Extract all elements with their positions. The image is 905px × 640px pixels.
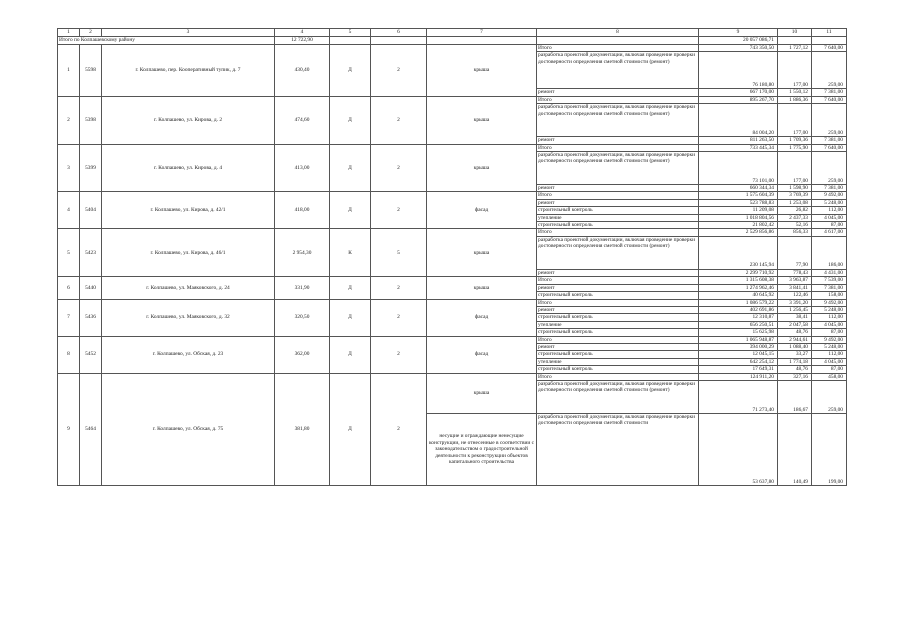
cost-per-m2: 3 769,39 (778, 192, 812, 199)
cost-total: 733 445,34 (699, 144, 778, 151)
work-type: ремонт (537, 269, 699, 276)
wall-material: Д (330, 373, 371, 485)
table-row (58, 45, 847, 52)
work-type: Итого (537, 144, 699, 151)
cost-total: 2 529 856,86 (699, 229, 778, 236)
empty-cell (537, 37, 699, 45)
house-address: г. Колпашево, ул. Кирова, д. 2 (102, 96, 275, 144)
work-type: утепление (537, 321, 699, 328)
cost-per-m2: 122,46 (778, 292, 812, 299)
house-number: 3 (58, 144, 80, 192)
cost-limit: 4 045,00 (812, 214, 847, 221)
wall-material: Д (330, 336, 371, 373)
repair-register-table (57, 28, 847, 486)
cost-per-m2: 140,49 (778, 413, 812, 485)
house-address: г. Колпашево, ул. Маяковского, д. 32 (102, 299, 275, 336)
cost-limit: 259,00 (812, 380, 847, 413)
floor-count: 2 (371, 144, 427, 192)
cost-total: 402 691,86 (699, 306, 778, 313)
work-type: строительный контроль (537, 329, 699, 336)
cost-total: 743 350,50 (699, 45, 778, 52)
empty-cell (778, 37, 812, 45)
house-address: г. Колпашево, пер. Кооперативный тупик, д. 7 (102, 45, 275, 97)
house-id: 5452 (80, 336, 102, 373)
table-row (58, 336, 847, 343)
cost-limit: 4 617,00 (812, 229, 847, 236)
house-number: 2 (58, 96, 80, 144)
table-row (58, 96, 847, 103)
cost-total: 12 310,87 (699, 314, 778, 321)
house-address: г. Колпашево, ул. Кирова, д. 46/1 (102, 229, 275, 277)
house-address: г. Колпашево, ул. Кирова, д. 4 (102, 144, 275, 192)
cost-limit: 7 640,00 (812, 96, 847, 103)
cost-limit: 9 492,00 (812, 299, 847, 306)
work-type: Итого (537, 45, 699, 52)
table-row (58, 192, 847, 199)
wall-material: Д (330, 96, 371, 144)
cost-per-m2: 778,43 (778, 269, 812, 276)
cost-limit: 4 045,00 (812, 358, 847, 365)
cost-per-m2: 856,33 (778, 229, 812, 236)
col-number: 6 (371, 29, 427, 37)
cost-per-m2: 177,00 (778, 104, 812, 137)
house-id: 5423 (80, 229, 102, 277)
cost-per-m2: 38,41 (778, 314, 812, 321)
house-address: г. Колпашево, ул. Обская, д. 75 (102, 373, 275, 485)
col-number: 1 (58, 29, 80, 37)
col-number: 11 (812, 29, 847, 37)
floor-count: 2 (371, 45, 427, 97)
cost-per-m2: 2 944,61 (778, 336, 812, 343)
col-number: 7 (427, 29, 537, 37)
work-type: разработка проектной документации, включая проведение проверки достоверности определения сметной стоимости (ремонт) (537, 236, 699, 269)
house-area: 418,00 (275, 192, 330, 229)
table-row (58, 373, 847, 380)
house-area: 430,40 (275, 45, 330, 97)
column-number-row (58, 29, 847, 37)
empty-cell (812, 37, 847, 45)
work-type: ремонт (537, 343, 699, 350)
cost-per-m2: 177,00 (778, 152, 812, 185)
cost-total: 2 299 710,92 (699, 269, 778, 276)
cost-per-m2: 2 047,58 (778, 321, 812, 328)
work-type: разработка проектной документации, включая проведение проверки достоверности определения сметной стоимости (ремонт) (537, 104, 699, 137)
table-row (58, 277, 847, 284)
cost-total: 394 000,29 (699, 343, 778, 350)
col-number: 4 (275, 29, 330, 37)
col-number: 9 (699, 29, 778, 37)
cost-total: 71 273,40 (699, 380, 778, 413)
cost-per-m2: 327,16 (778, 373, 812, 380)
cost-total: 76 180,80 (699, 52, 778, 89)
cost-total: 21 802,42 (699, 222, 778, 229)
cost-per-m2: 1 598,90 (778, 185, 812, 192)
col-number: 10 (778, 29, 812, 37)
cost-total: 642 254,12 (699, 358, 778, 365)
cost-limit: 186,00 (812, 236, 847, 269)
table-row (58, 144, 847, 151)
cost-per-m2: 177,00 (778, 52, 812, 89)
house-id: 5399 (80, 144, 102, 192)
work-type: строительный контроль (537, 207, 699, 214)
empty-cell (427, 37, 537, 45)
cost-per-m2: 1 774,18 (778, 358, 812, 365)
work-type: строительный контроль (537, 366, 699, 373)
district-total-row (58, 37, 847, 45)
cost-per-m2: 26,82 (778, 207, 812, 214)
empty-cell (330, 37, 371, 45)
cost-per-m2: 1 709,36 (778, 137, 812, 144)
floor-count: 2 (371, 277, 427, 299)
work-type: Итого (537, 277, 699, 284)
cost-total: 124 911,20 (699, 373, 778, 380)
wall-material: Д (330, 277, 371, 299)
work-type: ремонт (537, 89, 699, 96)
house-number: 7 (58, 299, 80, 336)
cost-total: 523 788,83 (699, 199, 778, 206)
cost-limit: 259,00 (812, 152, 847, 185)
work-type: разработка проектной документации, включая проведение проверки достоверности определения сметной стоимости (537, 413, 699, 485)
work-type: Итого (537, 373, 699, 380)
cost-limit: 7 381,00 (812, 137, 847, 144)
house-address: г. Колпашево, ул. Обская, д. 23 (102, 336, 275, 373)
work-type: Итого (537, 96, 699, 103)
cost-total: 73 101,00 (699, 152, 778, 185)
cost-total: 12 045,15 (699, 351, 778, 358)
cost-total: 11 209,08 (699, 207, 778, 214)
structural-element: крыша (427, 277, 537, 299)
work-type: разработка проектной документации, включая проведение проверки достоверности определения сметной стоимости (ремонт) (537, 152, 699, 185)
house-area: 413,00 (275, 144, 330, 192)
cost-per-m2: 1 253,08 (778, 199, 812, 206)
structural-element: крыша (427, 96, 537, 144)
structural-element: фасад (427, 336, 537, 373)
house-number: 9 (58, 373, 80, 485)
cost-total: 1 575 604,39 (699, 192, 778, 199)
cost-total: 1 315 608,38 (699, 277, 778, 284)
cost-limit: 112,00 (812, 207, 847, 214)
wall-material: Д (330, 45, 371, 97)
cost-limit: 112,00 (812, 314, 847, 321)
empty-cell (371, 37, 427, 45)
house-area: 2 954,30 (275, 229, 330, 277)
house-address: г. Колпашево, ул. Маяковского, д. 24 (102, 277, 275, 299)
structural-element: фасад (427, 192, 537, 229)
col-number: 5 (330, 29, 371, 37)
cost-per-m2: 1 886,36 (778, 96, 812, 103)
cost-per-m2: 52,16 (778, 222, 812, 229)
floor-count: 2 (371, 96, 427, 144)
cost-per-m2: 1 775,90 (778, 144, 812, 151)
work-type: ремонт (537, 185, 699, 192)
cost-per-m2: 3 963,87 (778, 277, 812, 284)
cost-limit: 87,00 (812, 222, 847, 229)
cost-total: 667 170,00 (699, 89, 778, 96)
work-type: Итого (537, 336, 699, 343)
cost-total: 230 145,94 (699, 236, 778, 269)
col-number: 3 (102, 29, 275, 37)
cost-total: 895 267,70 (699, 96, 778, 103)
cost-limit: 4 431,00 (812, 269, 847, 276)
cost-limit: 4 045,00 (812, 321, 847, 328)
floor-count: 2 (371, 299, 427, 336)
work-type: строительный контроль (537, 314, 699, 321)
structural-element: крыша (427, 373, 537, 413)
district-total-sum: 20 057 086,71 (699, 37, 778, 45)
floor-count: 2 (371, 336, 427, 373)
work-type: Итого (537, 299, 699, 306)
house-area: 331,90 (275, 277, 330, 299)
house-area: 474,60 (275, 96, 330, 144)
structural-element: несущие и ограждающие ненесущие конструкции, не отнесенные в соответствии с законодательством о градостроительной деятельности к реконструкции объектов капитального строительства (427, 413, 537, 485)
structural-element: крыша (427, 144, 537, 192)
house-id: 5440 (80, 277, 102, 299)
cost-per-m2: 1 550,12 (778, 89, 812, 96)
cost-limit: 112,00 (812, 351, 847, 358)
house-number: 1 (58, 45, 80, 97)
cost-per-m2: 1 727,12 (778, 45, 812, 52)
work-type: Итого (537, 192, 699, 199)
cost-total: 40 645,92 (699, 292, 778, 299)
work-type: ремонт (537, 199, 699, 206)
cost-limit: 87,00 (812, 329, 847, 336)
cost-per-m2: 77,90 (778, 236, 812, 269)
cost-total: 17 649,31 (699, 366, 778, 373)
cost-total: 1 018 804,56 (699, 214, 778, 221)
cost-total: 1 086 579,22 (699, 299, 778, 306)
cost-total: 1 274 962,46 (699, 284, 778, 291)
work-type: строительный контроль (537, 351, 699, 358)
house-id: 5398 (80, 96, 102, 144)
structural-element: крыша (427, 229, 537, 277)
cost-limit: 7 381,00 (812, 89, 847, 96)
work-type: Итого (537, 229, 699, 236)
cost-limit: 259,00 (812, 52, 847, 89)
cost-total: 84 004,20 (699, 104, 778, 137)
cost-total: 1 065 948,87 (699, 336, 778, 343)
district-total-label: Итого по Колпашевскому району (58, 37, 275, 45)
cost-total: 53 637,80 (699, 413, 778, 485)
col-number: 2 (80, 29, 102, 37)
house-area: 362,00 (275, 336, 330, 373)
floor-count: 5 (371, 229, 427, 277)
cost-per-m2: 48,76 (778, 366, 812, 373)
cost-limit: 7 640,00 (812, 45, 847, 52)
cost-total: 811 263,50 (699, 137, 778, 144)
house-id: 5436 (80, 299, 102, 336)
house-number: 4 (58, 192, 80, 229)
cost-per-m2: 1 088,40 (778, 343, 812, 350)
house-id: 5598 (80, 45, 102, 97)
table-row (58, 299, 847, 306)
cost-total: 15 625,98 (699, 329, 778, 336)
cost-limit: 9 492,00 (812, 336, 847, 343)
wall-material: Д (330, 299, 371, 336)
cost-total: 656 250,51 (699, 321, 778, 328)
cost-per-m2: 48,76 (778, 329, 812, 336)
house-number: 6 (58, 277, 80, 299)
work-type: ремонт (537, 306, 699, 313)
work-type: утепление (537, 358, 699, 365)
structural-element: крыша (427, 45, 537, 97)
house-area: 320,50 (275, 299, 330, 336)
cost-limit: 259,00 (812, 104, 847, 137)
cost-per-m2: 3 391,20 (778, 299, 812, 306)
cost-per-m2: 3 841,41 (778, 284, 812, 291)
floor-count: 2 (371, 192, 427, 229)
cost-limit: 5 248,00 (812, 306, 847, 313)
cost-limit: 458,00 (812, 373, 847, 380)
house-number: 8 (58, 336, 80, 373)
cost-total: 660 344,34 (699, 185, 778, 192)
wall-material: Д (330, 192, 371, 229)
house-number: 5 (58, 229, 80, 277)
house-address: г. Колпашево, ул. Кирова, д. 42/1 (102, 192, 275, 229)
cost-limit: 199,00 (812, 413, 847, 485)
cost-per-m2: 33,27 (778, 351, 812, 358)
cost-limit: 7 381,00 (812, 284, 847, 291)
cost-limit: 5 248,00 (812, 199, 847, 206)
cost-limit: 7 640,00 (812, 144, 847, 151)
cost-limit: 158,00 (812, 292, 847, 299)
cost-limit: 5 248,00 (812, 343, 847, 350)
cost-limit: 7 539,00 (812, 277, 847, 284)
work-type: строительный контроль (537, 222, 699, 229)
cost-limit: 9 492,00 (812, 192, 847, 199)
house-id: 5404 (80, 192, 102, 229)
col-number: 8 (537, 29, 699, 37)
work-type: строительный контроль (537, 292, 699, 299)
house-area: 381,80 (275, 373, 330, 485)
floor-count: 2 (371, 373, 427, 485)
cost-per-m2: 186,67 (778, 380, 812, 413)
house-id: 5464 (80, 373, 102, 485)
cost-per-m2: 2 437,33 (778, 214, 812, 221)
wall-material: Д (330, 144, 371, 192)
cost-limit: 7 381,00 (812, 185, 847, 192)
district-total-area: 12 722,90 (275, 37, 330, 45)
structural-element: фасад (427, 299, 537, 336)
work-type: разработка проектной документации, включая проведение проверки достоверности определения сметной стоимости (ремонт) (537, 52, 699, 89)
cost-per-m2: 1 256,45 (778, 306, 812, 313)
table-row (58, 229, 847, 236)
work-type: разработка проектной документации, включая проведение проверки достоверности определения сметной стоимости (ремонт) (537, 380, 699, 413)
cost-limit: 87,00 (812, 366, 847, 373)
work-type: утепление (537, 214, 699, 221)
work-type: ремонт (537, 137, 699, 144)
wall-material: К (330, 229, 371, 277)
work-type: ремонт (537, 284, 699, 291)
